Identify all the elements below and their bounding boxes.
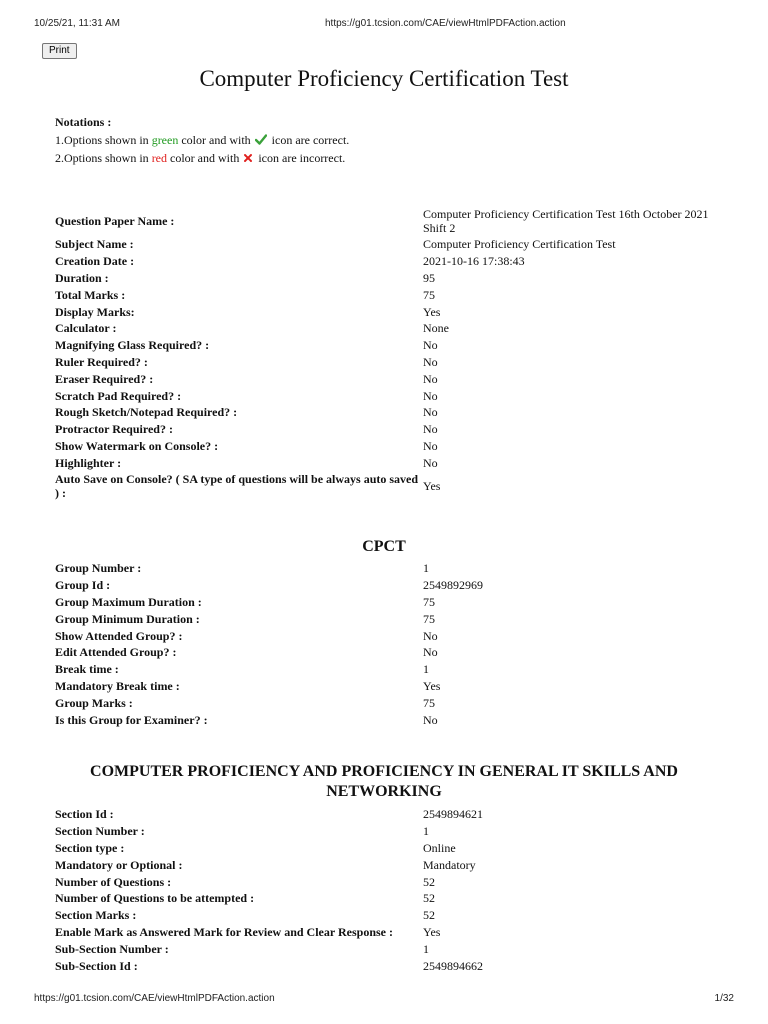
print-header	[0, 18, 768, 32]
info-value: No	[423, 455, 438, 470]
info-row	[55, 806, 715, 823]
info-value: 75	[423, 594, 435, 609]
info-value: Online	[423, 840, 456, 855]
info-value: 2021-10-16 17:38:43	[423, 254, 525, 269]
red-word: red	[151, 151, 168, 165]
print-button[interactable]: Print	[42, 43, 77, 59]
info-value: Yes	[423, 924, 441, 939]
info-key: Mandatory Break time :	[55, 678, 180, 693]
info-key: Display Marks:	[55, 304, 135, 319]
info-key: Group Id :	[55, 578, 111, 593]
section-info-table	[55, 806, 715, 974]
info-row	[55, 856, 715, 873]
info-row	[55, 303, 715, 320]
cross-icon	[243, 153, 253, 163]
info-value: 75	[423, 611, 435, 626]
info-key: Number of Questions to be attempted :	[55, 891, 255, 906]
info-key: Show Attended Group? :	[55, 628, 183, 643]
info-key: Group Number :	[55, 561, 142, 576]
info-row	[55, 594, 715, 611]
info-key: Section Marks :	[55, 908, 137, 923]
info-value: Yes	[423, 678, 441, 693]
info-value: Mandatory	[423, 857, 476, 872]
footer-url: https://g01.tcsion.com/CAE/viewHtmlPDFAction.action	[34, 993, 275, 1004]
info-row	[55, 206, 715, 236]
info-value: 75	[423, 287, 435, 302]
print-datetime: 10/25/21, 11:31 AM	[34, 18, 120, 29]
info-row	[55, 610, 715, 627]
info-value: Yes	[423, 304, 441, 319]
info-row	[55, 370, 715, 387]
notations	[55, 113, 349, 167]
info-value: 95	[423, 270, 435, 285]
section-heading: COMPUTER PROFICIENCY AND PROFICIENCY IN GENERAL IT SKILLS AND NETWORKING	[90, 763, 678, 800]
info-value: No	[423, 388, 438, 403]
info-value: No	[423, 645, 438, 660]
info-key: Ruler Required? :	[55, 354, 148, 369]
info-key: Group Minimum Duration :	[55, 611, 200, 626]
info-row	[55, 454, 715, 471]
info-row	[55, 823, 715, 840]
group-info-table	[55, 560, 715, 728]
info-value: Computer Proficiency Certification Test	[423, 237, 616, 252]
info-value: No	[423, 371, 438, 386]
check-icon	[255, 134, 267, 145]
info-row	[55, 694, 715, 711]
info-row	[55, 337, 715, 354]
info-key: Break time :	[55, 662, 119, 677]
notations-heading: Notations :	[55, 115, 112, 129]
info-value: No	[423, 338, 438, 353]
info-key: Duration :	[55, 270, 109, 285]
info-key: Creation Date :	[55, 254, 135, 269]
info-value: 52	[423, 874, 435, 889]
info-key: Show Watermark on Console? :	[55, 438, 219, 453]
notation-line-correct: 1.Options shown in green color and with icon are correct.	[55, 133, 350, 147]
info-value: 52	[423, 908, 435, 923]
info-row	[55, 644, 715, 661]
info-value: None	[423, 321, 449, 336]
info-value: 1	[423, 561, 429, 576]
info-value: No	[423, 422, 438, 437]
info-row	[55, 890, 715, 907]
info-row	[55, 907, 715, 924]
info-key: Edit Attended Group? :	[55, 645, 177, 660]
info-key: Question Paper Name :	[55, 214, 175, 228]
info-value: 2549894621	[423, 807, 483, 822]
info-row	[55, 286, 715, 303]
info-key: Auto Save on Console? ( SA type of questions will be always auto saved ) :	[55, 472, 419, 501]
info-key: Subject Name :	[55, 237, 134, 252]
info-row	[55, 661, 715, 678]
info-value: 2549894662	[423, 958, 483, 973]
info-key: Eraser Required? :	[55, 371, 154, 386]
info-row	[55, 627, 715, 644]
info-key: Group Maximum Duration :	[55, 594, 202, 609]
info-key: Group Marks :	[55, 695, 133, 710]
info-value: No	[423, 628, 438, 643]
info-row	[55, 873, 715, 890]
info-value: 52	[423, 891, 435, 906]
info-value: 75	[423, 695, 435, 710]
info-key: Section type :	[55, 840, 125, 855]
print-url: https://g01.tcsion.com/CAE/viewHtmlPDFAction.action	[325, 18, 566, 29]
info-key: Section Id :	[55, 807, 114, 822]
green-word: green	[151, 133, 179, 147]
info-value: Yes	[423, 479, 441, 494]
page-number: 1/32	[714, 993, 734, 1004]
paper-info-table	[55, 206, 715, 501]
info-key: Section Number :	[55, 824, 145, 839]
info-key: Magnifying Glass Required? :	[55, 338, 210, 353]
info-row	[55, 438, 715, 455]
info-row	[55, 711, 715, 728]
info-row	[55, 236, 715, 253]
info-row	[55, 404, 715, 421]
info-value: No	[423, 405, 438, 420]
info-value: No	[423, 354, 438, 369]
info-key: Enable Mark as Answered Mark for Review and Clear Response :	[55, 924, 393, 939]
info-value: 1	[423, 662, 429, 677]
info-row	[55, 387, 715, 404]
info-row	[55, 354, 715, 371]
info-row	[55, 940, 715, 957]
info-value: No	[423, 712, 438, 727]
info-row	[55, 957, 715, 974]
info-key: Protractor Required? :	[55, 422, 173, 437]
info-row	[55, 320, 715, 337]
info-key: Number of Questions :	[55, 874, 172, 889]
info-row	[55, 560, 715, 577]
info-value: 1	[423, 941, 429, 956]
info-key: Calculator :	[55, 321, 117, 336]
info-row	[55, 270, 715, 287]
info-key: Sub-Section Id :	[55, 958, 138, 973]
info-row	[55, 471, 715, 501]
info-value: 2549892969	[423, 578, 483, 593]
notation-line-incorrect: 2.Options shown in red color and with icon are incorrect.	[55, 151, 346, 165]
info-key: Is this Group for Examiner? :	[55, 712, 208, 727]
print-footer	[0, 993, 768, 1007]
info-row	[55, 577, 715, 594]
page-title: Computer Proficiency Certification Test	[199, 66, 569, 91]
info-row	[55, 840, 715, 857]
info-key: Sub-Section Number :	[55, 941, 169, 956]
info-value: 1	[423, 824, 429, 839]
info-row	[55, 678, 715, 695]
info-row	[55, 253, 715, 270]
info-value: Computer Proficiency Certification Test 16th October 2021 Shift 2	[423, 207, 709, 235]
info-key: Total Marks :	[55, 287, 126, 302]
info-row	[55, 421, 715, 438]
info-key: Highlighter :	[55, 455, 122, 470]
info-key: Mandatory or Optional :	[55, 857, 183, 872]
info-value: No	[423, 438, 438, 453]
info-row	[55, 924, 715, 941]
info-key: Rough Sketch/Notepad Required? :	[55, 405, 238, 420]
info-key: Scratch Pad Required? :	[55, 388, 182, 403]
group-heading: CPCT	[362, 538, 406, 555]
